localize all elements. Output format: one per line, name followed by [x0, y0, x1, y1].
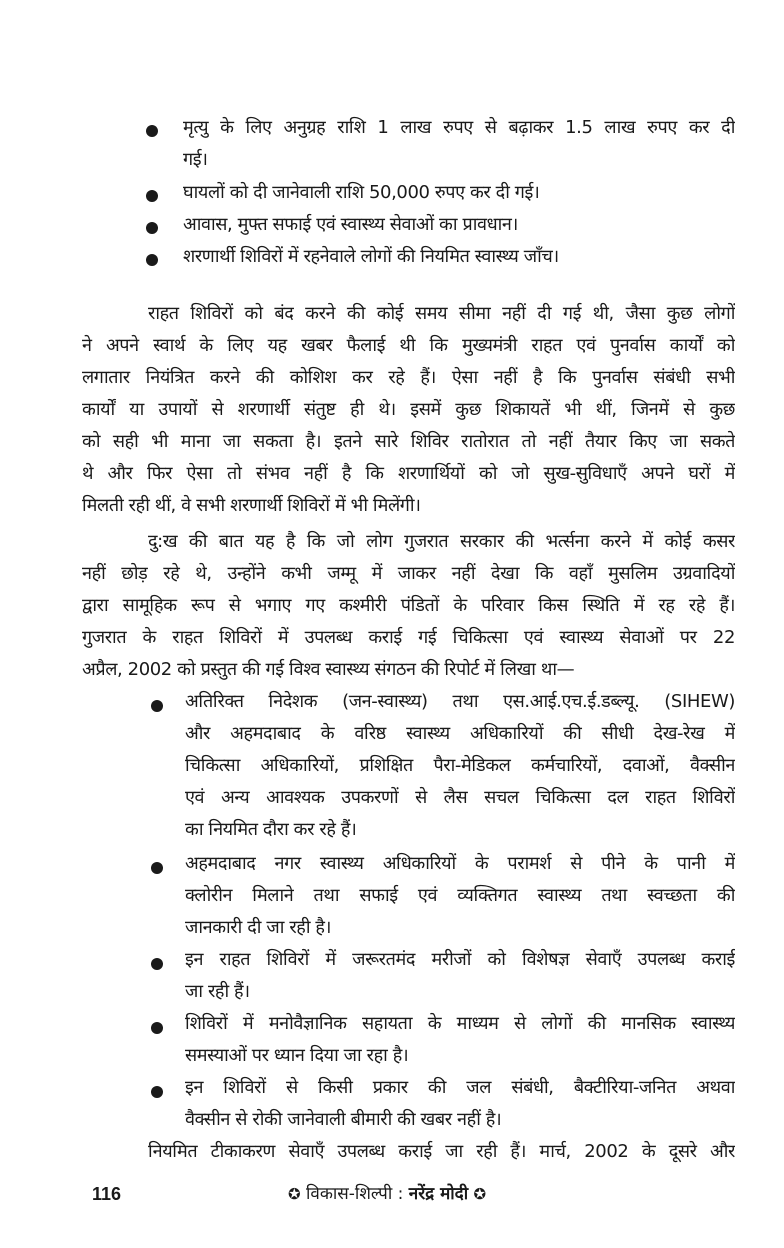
- paragraph-line: अप्रैल, 2002 को प्रस्तुत की गई विश्व स्वास्थ्य संगठन की रिपोर्ट में लिखा था—: [82, 659, 575, 680]
- paragraph-line: थे और फिर ऐसा तो संभव नहीं है कि शरणार्थियों को जो सुख-सुविधाएँ अपने घरों में: [82, 463, 735, 484]
- paragraph-line: को सही भी माना जा सकता है। इतने सारे शिविर रातोरात तो नहीं तैयार किए जा सकते: [82, 431, 735, 452]
- book-title: विकास-शिल्पी :: [305, 1184, 404, 1204]
- bullet-dot: [151, 1086, 163, 1098]
- paragraph-line: लगातार नियंत्रित करने की कोशिश कर रहे हैं। ऐसा नहीं है कि पुनर्वास संबंधी सभी: [82, 367, 735, 388]
- ornament-icon: ✪: [288, 1185, 301, 1203]
- paragraph-line: नहीं छोड़ रहे थे, उन्होंने कभी जम्मू में जाकर नहीं देखा कि वहाँ मुसलिम उग्रवादियों: [82, 563, 735, 584]
- closing-line: नियमित टीकाकरण सेवाएँ उपलब्ध कराई जा रही हैं। मार्च, 2002 के दूसरे और: [148, 1141, 735, 1162]
- bullet-text: इन शिविरों से किसी प्रकार की जल संबंधी, बैक्टीरिया-जनित अथवा: [185, 1077, 735, 1098]
- bullet-dot: [146, 254, 158, 266]
- bullet-dot: [146, 222, 158, 234]
- bullet-text: का नियमित दौरा कर रहे हैं।: [185, 819, 357, 840]
- page-number: 116: [92, 1184, 122, 1204]
- bullet-text: अहमदाबाद नगर स्वास्थ्य अधिकारियों के परामर्श से पीने के पानी में: [185, 853, 735, 874]
- bullet-text: अतिरिक्त निदेशक (जन-स्वास्थ्य) तथा एस.आई.एच.ई.डब्ल्यू. (SIHEW): [185, 691, 735, 712]
- paragraph-line: द्वारा सामूहिक रूप से भगाए गए कश्मीरी पंडितों के परिवार किस स्थिति में रह रहे हैं।: [82, 595, 735, 616]
- bullet-text: शरणार्थी शिविरों में रहनेवाले लोगों की नियमित स्वास्थ्य जाँच।: [183, 246, 559, 267]
- bullet-text: जा रही हैं।: [185, 981, 250, 1002]
- bullet-dot: [146, 125, 158, 137]
- bullet-text: क्लोरीन मिलाने तथा सफाई एवं व्यक्तिगत स्वास्थ्य तथा स्वच्छता की: [185, 885, 735, 906]
- paragraph-line: कार्यों या उपायों से शरणार्थी संतुष्ट ही थे। इसमें कुछ शिकायतें भी थीं, जिनमें से कुछ: [82, 399, 735, 420]
- bullet-text: गई।: [183, 149, 208, 170]
- bullet-dot: [151, 958, 163, 970]
- bullet-dot: [151, 1022, 163, 1034]
- bullet-text: चिकित्सा अधिकारियों, प्रशिक्षित पैरा-मेडिकल कर्मचारियों, दवाओं, वैक्सीन: [185, 755, 735, 776]
- paragraph-line: मिलती रही थीं, वे सभी शरणार्थी शिविरों में भी मिलेंगी।: [82, 495, 421, 516]
- bullet-text: मृत्यु के लिए अनुग्रह राशि 1 लाख रुपए से बढ़ाकर 1.5 लाख रुपए कर दी: [183, 117, 735, 138]
- bullet-text: और अहमदाबाद के वरिष्ठ स्वास्थ्य अधिकारियों की सीधी देख-रेख में: [185, 723, 735, 744]
- bullet-text: एवं अन्य आवश्यक उपकरणों से लैस सचल चिकित्सा दल राहत शिविरों: [185, 787, 735, 808]
- bullet-text: आवास, मुफ्त सफाई एवं स्वास्थ्य सेवाओं का प्रावधान।: [183, 214, 518, 235]
- paragraph-line: दु:ख की बात यह है कि जो लोग गुजरात सरकार की भर्त्सना करने में कोई कसर: [148, 531, 735, 552]
- bullet-text: इन राहत शिविरों में जरूरतमंद मरीजों को विशेषज्ञ सेवाएँ उपलब्ध कराई: [185, 949, 735, 970]
- paragraph-line: गुजरात के राहत शिविरों में उपलब्ध कराई गई चिकित्सा एवं स्वास्थ्य सेवाओं पर 22: [82, 627, 735, 648]
- bullet-text: जानकारी दी जा रही है।: [185, 917, 332, 938]
- paragraph-line: ने अपने स्वार्थ के लिए यह खबर फैलाई थी कि मुख्यमंत्री राहत एवं पुनर्वास कार्यों को: [82, 335, 735, 356]
- bullet-text: वैक्सीन से रोकी जानेवाली बीमारी की खबर नहीं है।: [185, 1109, 502, 1130]
- running-title: [288, 1181, 486, 1204]
- ornament-icon: ✪: [473, 1185, 487, 1203]
- bullet-text: शिविरों में मनोवैज्ञानिक सहायता के माध्यम से लोगों की मानसिक स्वास्थ्य: [185, 1013, 735, 1034]
- bullet-dot: [151, 700, 163, 712]
- author-name: नरेंद्र मोदी: [408, 1184, 469, 1204]
- bullet-text: समस्याओं पर ध्यान दिया जा रहा है।: [185, 1045, 409, 1066]
- bullet-dot: [151, 862, 163, 874]
- bullet-text: घायलों को दी जानेवाली राशि 50,000 रुपए कर दी गई।: [183, 182, 540, 203]
- bullet-dot: [146, 190, 158, 202]
- paragraph-line: राहत शिविरों को बंद करने की कोई समय सीमा नहीं दी गई थी, जैसा कुछ लोगों: [148, 303, 735, 324]
